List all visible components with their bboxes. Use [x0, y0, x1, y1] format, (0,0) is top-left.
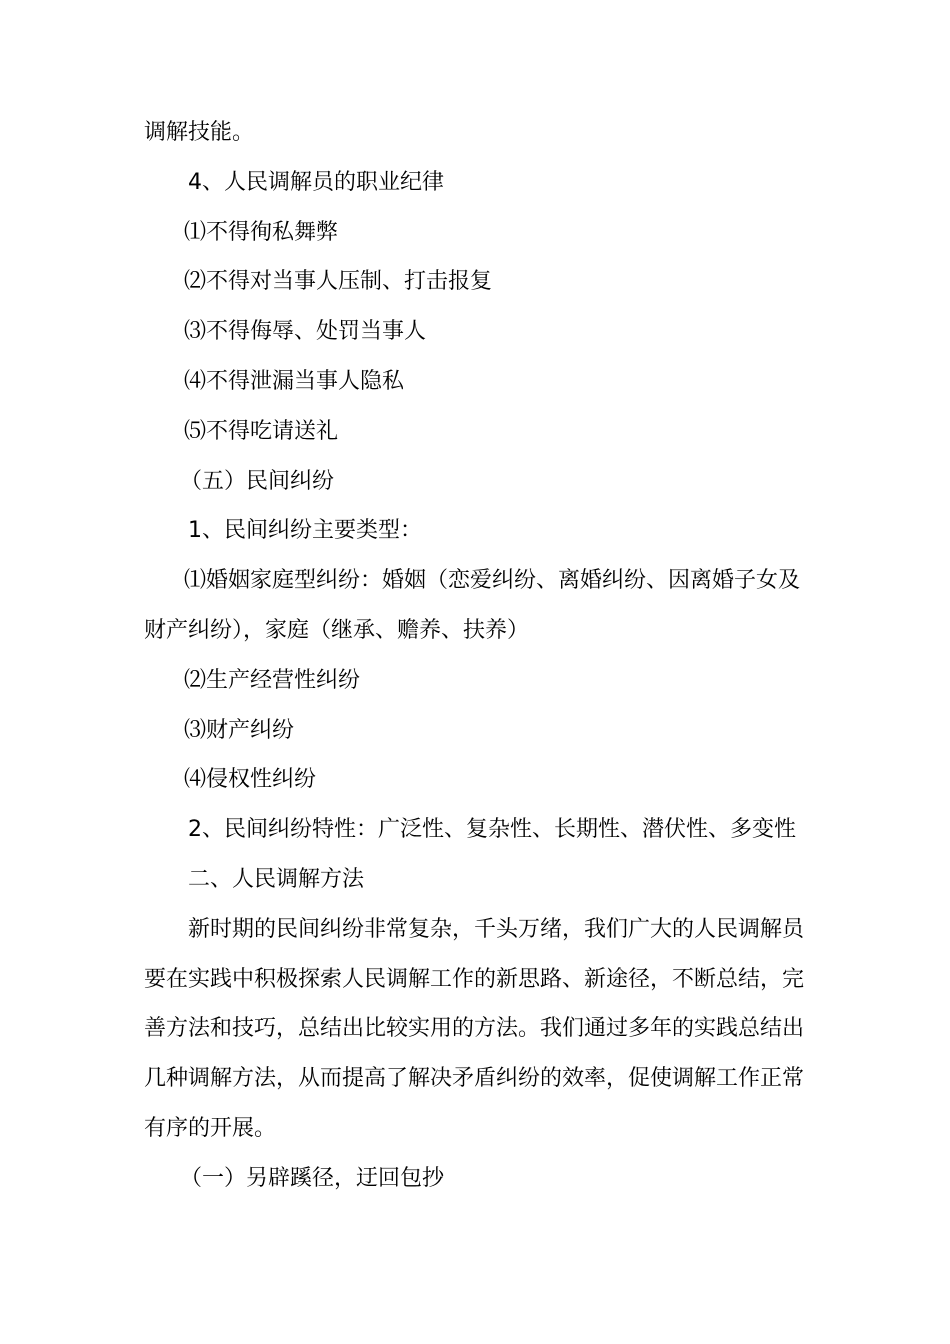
paragraph-continuation: 调解技能。: [144, 120, 255, 145]
list-item: ⑴婚姻家庭型纠纷：婚姻（恋爱纠纷、离婚纠纷、因离婚子女及财产纠纷），家庭（继承、赡养、扶养）: [144, 568, 801, 643]
list-item: ⑶不得侮辱、处罚当事人: [184, 319, 427, 345]
body-paragraph: 新时期的民间纠纷非常复杂，千头万绪，我们广大的人民调解员要在实践中积极探索人民调解工作的新思路、新途径，不断总结，完善方法和技巧，总结出比较实用的方法。我们通过多年的实践总结出几种调解方法，从而提高了解决矛盾纠纷的效率，促使调解工作正常有序的开展。: [144, 916, 805, 1141]
section-heading-disputes: （五）民间纠纷: [180, 468, 335, 494]
list-item: ⑷不得泄漏当事人隐私: [184, 368, 405, 394]
document-body: [144, 108, 808, 1204]
heading-dispute-traits: 2、民间纠纷特性：广泛性、复杂性、长期性、潜伏性、多变性: [188, 817, 796, 843]
heading-dispute-types: 1、民间纠纷主要类型：: [188, 518, 422, 544]
heading-discipline: 4、人民调解员的职业纪律: [188, 169, 444, 195]
list-item: ⑷侵权性纠纷: [184, 767, 317, 793]
section-heading-method-one: （一）另辟蹊径，迂回包抄: [180, 1165, 445, 1191]
chapter-heading-methods: 二、人民调解方法: [188, 866, 365, 892]
list-item: ⑵生产经营性纠纷: [184, 667, 361, 693]
list-item: ⑴不得徇私舞弊: [184, 219, 339, 245]
list-item: ⑸不得吃请送礼: [184, 418, 339, 444]
list-item: ⑵不得对当事人压制、打击报复: [184, 269, 493, 295]
list-item: ⑶财产纠纷: [184, 717, 295, 743]
